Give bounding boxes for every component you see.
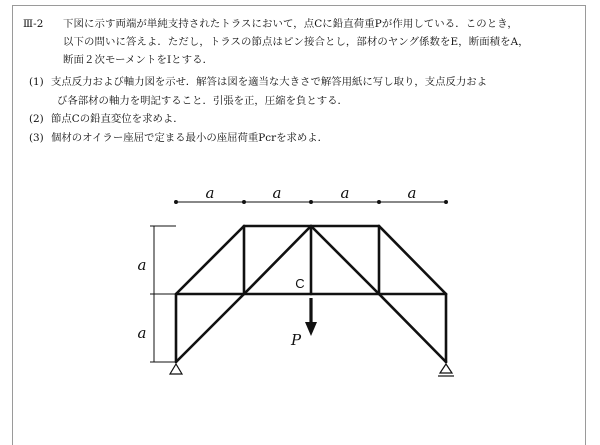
problem-number: Ⅲ-2	[23, 18, 44, 30]
roller-support-right	[438, 364, 454, 376]
left-dimension-line	[150, 226, 176, 362]
dim-top-2: a	[272, 184, 282, 202]
question-1: (1) 支点反力および軸力図を示せ．解答は図を適当な大きさで解答用紙に写し取り，支点反力およ	[29, 76, 488, 88]
dim-top-4: a	[407, 184, 417, 202]
node-c-label: C	[295, 276, 305, 291]
problem-line-2: 以下の問いに答えよ．ただし，トラスの節点はピン接合とし，部材のヤング係数をE，断面積をA，	[63, 36, 529, 48]
load-p-label: P	[290, 331, 302, 349]
load-arrow-icon	[305, 298, 317, 336]
dim-left-1: a	[137, 256, 147, 274]
question-2: (2) 節点Cの鉛直変位を求めよ．	[29, 113, 184, 125]
dim-left-2: a	[137, 324, 147, 342]
truss-members	[176, 226, 446, 362]
problem-line-1: Ⅲ-2 下図に示す両端が単純支持されたトラスにおいて，点Cに鉛直荷重Pが作用している．このとき，	[23, 15, 579, 33]
dim-top-1: a	[205, 184, 215, 202]
dim-top-3: a	[340, 184, 350, 202]
problem-line-3: 断面２次モーメントをIとする．	[63, 54, 214, 66]
pin-support-left	[170, 364, 182, 374]
question-1-continued: び各部材の軸力を明記すること．引張を正，圧縮を負とする．	[57, 94, 348, 107]
question-3: (3) 個材のオイラー座屈で定まる最小の座屈荷重Pcrを求めよ．	[29, 131, 329, 144]
